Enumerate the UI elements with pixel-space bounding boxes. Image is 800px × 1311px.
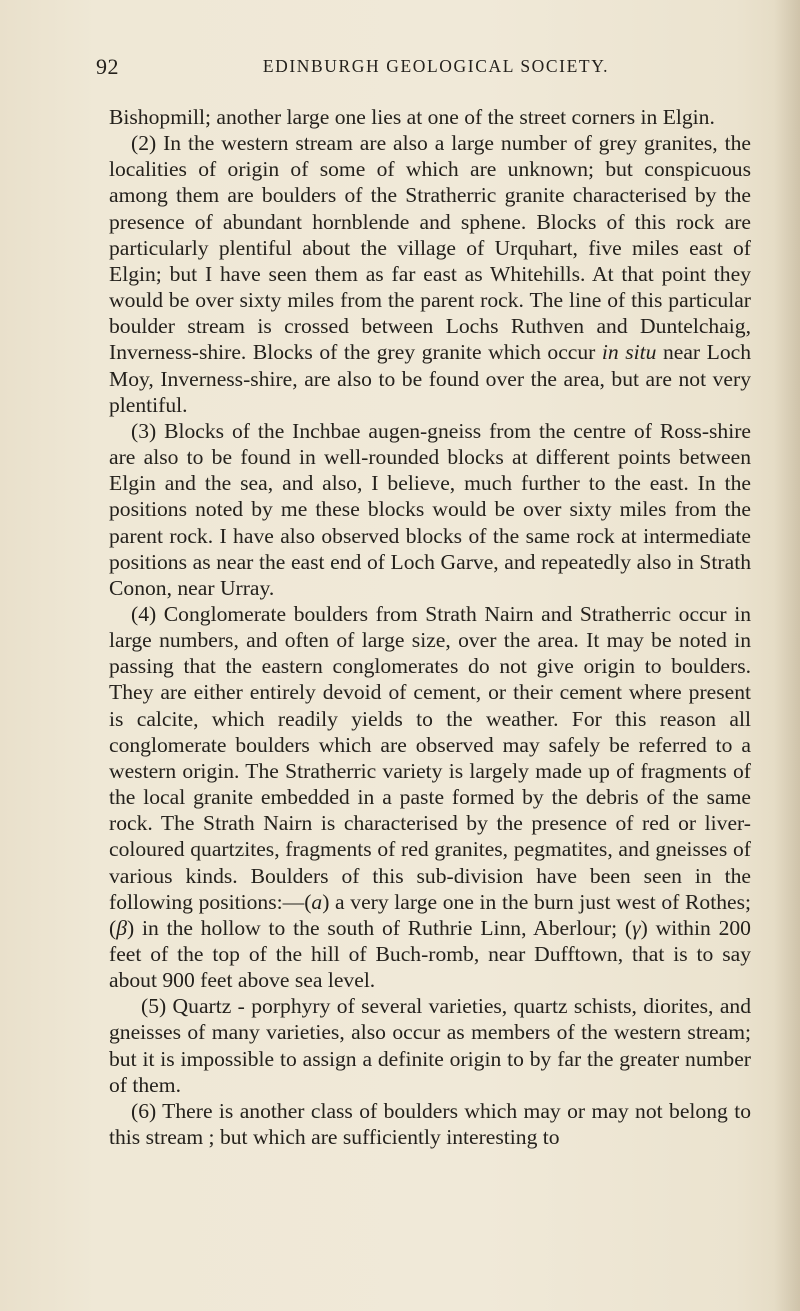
text-span: (3) Blocks of the Inchbae augen-gneiss from the centre of Ross-shire are also to be found in well-rounded blocks at different points between Elgin and the sea, and also, I believe, much further to the east. In the positions noted by me these blocks would be over sixty miles from the parent rock. I have also observed blocks of the same rock at intermediate positions as near the east end of Loch Garve, and repeatedly also in Strath Conon, near Urray. (109, 418, 751, 600)
paragraph-4-conglomerate-boulders (109, 601, 751, 993)
paragraph-3-augen-gneiss (109, 418, 751, 601)
page-edge-shadow (774, 0, 800, 1311)
text-span: (6) There is another class of boulders which may or may not belong to this stream ; but which are sufficiently interesting to (109, 1098, 751, 1150)
body-text (109, 104, 751, 1150)
running-head: EDINBURGH GEOLOGICAL SOCIETY. (262, 56, 610, 76)
paragraph-continuation (109, 104, 751, 130)
text-span: (5) Quartz - porphyry of several varieties, quartz schists, diorites, and gneisses of many varieties, also occur as members of the western stream; but it is impossible to assign a definite origin to by far the greater number of them. (109, 994, 751, 1097)
page-number: 92 (96, 54, 119, 79)
italic-letter-beta: β (116, 915, 127, 940)
italic-letter-alpha: a (311, 889, 323, 914)
text-span: ) within 200 feet of the top of the hill of Buch-romb, near Dufftown, that is to say about 900 feet above sea level. (109, 915, 751, 993)
text-span: ) in the hollow to the south of Ruthrie Linn, Aberlour; ( (126, 915, 633, 940)
text-span: (2) In the western stream are also a large number of grey granites, the localities of origin of some of which are unknown; but conspicuous among them are boulders of the Stratherric granite characterised by the presence of abundant hornblende and sphene. Blocks of this rock are particularly plentiful about the village of Urquhart, five miles east of Elgin; but I have seen them as far east as Whitehills. At that point they would be over sixty miles from the parent rock. The line of this particular boulder stream is crossed between Lochs Ruthven and Duntelchaig, Inverness-shire. Blocks of the grey granite which occur (109, 131, 751, 365)
italic-letter-gamma: γ (632, 915, 641, 940)
paragraph-5-quartz-porphyry (109, 993, 751, 1098)
text-span: (4) Conglomerate boulders from Strath Nairn and Stratherric occur in large numbers, and often of large size, over the area. It may be noted in passing that the eastern conglomerates do not give origin to boulders. They are either entirely devoid of cement, or their cement where present is calcite, which readily yields to the weather. For this reason all conglomerate boulders which are observed may safely be referred to a western origin. The Stratherric variety is largely made up of fragments of the local granite embedded in a paste formed by the debris of the same rock. The Strath Nairn is characterised by the presence of red or liver-coloured quartzites, fragments of red granites, pegmatites, and gneisses of various kinds. Boulders of this sub-division have been seen in the following positions:—( (109, 601, 751, 914)
italic-term: in situ (601, 340, 657, 365)
paragraph-6-another-class (109, 1098, 751, 1150)
text-span: near Loch Moy, Inverness-shire, are also to be found over the area, but are not very plentiful. (109, 340, 751, 417)
text-span: ) a very large one in the burn just west of Rothes; ( (109, 889, 751, 940)
text-span: Bishopmill; another large one lies at one of the street corners in Elgin. (109, 105, 715, 129)
paragraph-2-western-stream-granites (109, 130, 751, 418)
page-header (96, 54, 736, 84)
